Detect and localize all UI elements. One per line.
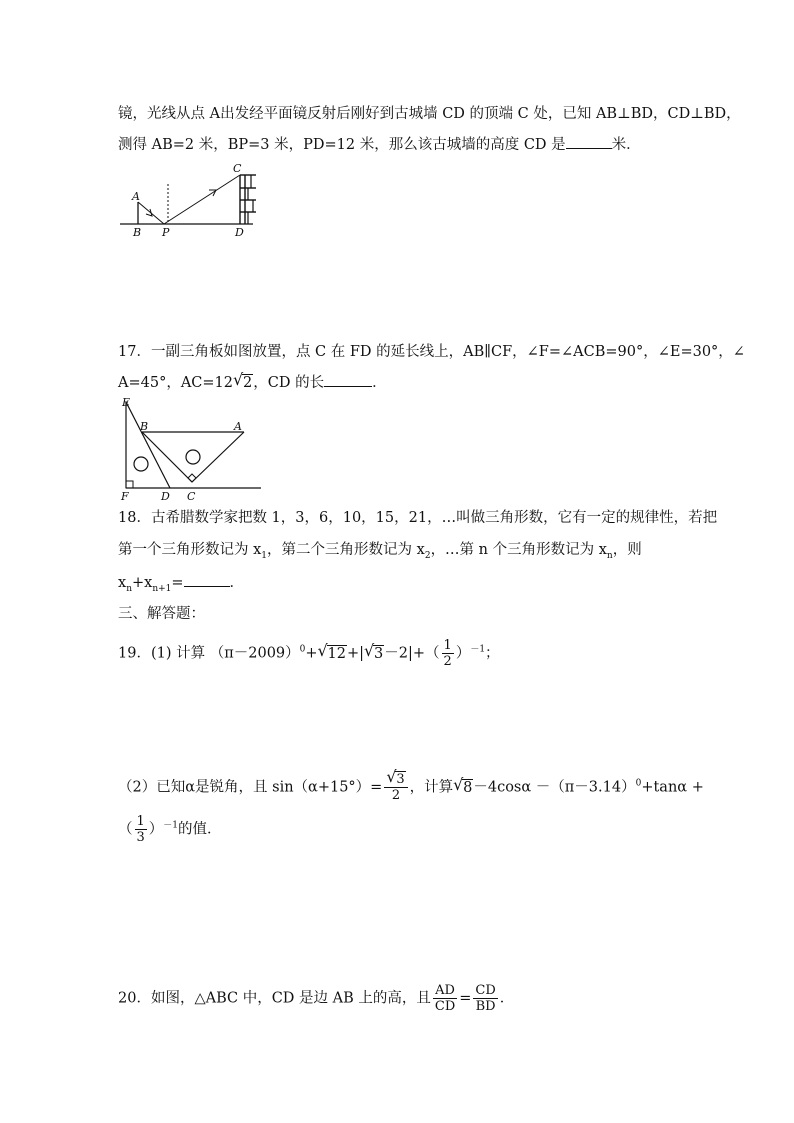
q19-text-e: ） — [455, 645, 471, 662]
q19-p2-paren-close: ） — [148, 821, 164, 838]
q18-x-sub-n1: n+1 — [152, 583, 172, 594]
q19-semicolon: ； — [485, 645, 500, 662]
q16-line2 — [118, 134, 641, 155]
q17-label-e: E — [122, 396, 131, 409]
q20-text-a: 20．如图，△ABC 中，CD 是边 AB 上的高，且 — [118, 990, 431, 1007]
q16-label-b: B — [133, 226, 142, 238]
q18-line1: 18．古希腊数学家把数 1，3，6，10，15，21，…叫做三角形数，它有一定的规律性，若把 — [118, 510, 718, 526]
q18-text-d: ，则 — [612, 542, 642, 558]
q17-label-c: C — [187, 490, 196, 502]
q16-label-c: C — [233, 162, 242, 175]
q16-unit: 米． — [611, 137, 641, 153]
q18-text-c: ，…第 n 个三角形数记为 x — [430, 542, 607, 558]
q19-text-a: 19．(1) 计算 （π－2009） — [118, 645, 300, 662]
q18-answer-blank — [184, 572, 230, 587]
q19-p2-text-d: +tanα + — [641, 779, 704, 796]
q19-sqrt-3: √ 3 — [364, 640, 384, 662]
q17-line1: 17．一副三角板如图放置，点 C 在 FD 的延长线上，AB∥CF，∠F=∠ACB=90°，∠E=30°，∠ — [118, 344, 745, 360]
q18-equals: = — [171, 575, 184, 591]
q17-text-c: ． — [372, 375, 387, 391]
q19-p2-fraction-root3-over-2: √ 3 2 — [384, 772, 407, 803]
q19-sup-neg1: －1 — [470, 644, 486, 655]
q18-plus-x: +x — [131, 575, 153, 591]
q20-period: ． — [499, 990, 515, 1007]
q16-label-a: A — [132, 190, 140, 203]
q18-line2 — [118, 540, 642, 566]
q20-equals: = — [459, 990, 472, 1007]
q19-p2-paren-open: （ — [118, 821, 133, 838]
q19-p2-text-b: ，计算 — [409, 779, 454, 796]
q18-text-b: ，第二个三角形数记为 x — [267, 542, 425, 558]
q19-text-d: －2|+（ — [384, 645, 440, 662]
q19-p2-sqrt-8: √ 8 — [453, 774, 473, 796]
q18-period: ． — [229, 575, 245, 591]
q19-p2-sup-neg1: －1 — [163, 820, 179, 831]
q19-plus: + — [305, 645, 318, 662]
q16-text: 测得 AB=2 米，BP=3 米，PD=12 米，那么该古城墙的高度 CD 是 — [118, 137, 566, 153]
q19-fraction-half: $\frac{1}{2}$ — [443, 638, 452, 669]
q19-sqrt-12: √ 12 — [317, 640, 346, 662]
q19-p2-text-c: －4cosα －（π－3.14） — [473, 779, 636, 796]
q19-text-c: +| — [346, 645, 365, 662]
q18-x-sub-n: n — [126, 583, 132, 594]
q16-answer-blank — [566, 134, 612, 149]
q19-p2-fraction-third: $\frac{1}{3}$ — [136, 814, 145, 845]
q20-fraction-ad-cd: $\frac{AD}{CD}$ — [434, 983, 456, 1014]
q20-fraction-cd-bd: $\frac{CD}{BD}$ — [475, 983, 496, 1014]
q17-line2 — [118, 372, 387, 393]
q17-text-a: A=45°，AC=12 — [118, 375, 233, 391]
q18-text-a: 第一个三角形数记为 x — [118, 542, 262, 558]
q18-x: x — [118, 575, 127, 591]
q19-sup-0: 0 — [299, 644, 306, 655]
q19-p2-text-end: 的值． — [178, 821, 222, 838]
q18-sub-2: 2 — [424, 550, 431, 561]
q18-sub-1: 1 — [261, 550, 268, 561]
q20-line — [118, 983, 514, 1014]
q17-sqrt: √ 2 — [233, 370, 253, 391]
q17-label-f: F — [121, 490, 129, 502]
q16-label-p: P — [162, 226, 170, 238]
q19-p2-text-a: （2）已知α是锐角，且 sin（α+15°）= — [118, 779, 383, 796]
q19-part1 — [118, 638, 500, 669]
q19-p2-sup-0: 0 — [635, 778, 642, 789]
q18-line3 — [118, 572, 244, 599]
q17-answer-blank — [324, 372, 372, 387]
q17-triangles-figure — [116, 394, 264, 502]
q17-text-b: ，CD 的长 — [253, 375, 325, 391]
q19-part2-line1 — [118, 767, 704, 803]
q17-label-b: B — [140, 420, 149, 433]
q16-mirror-figure — [118, 160, 268, 238]
q19-part2-line2 — [118, 814, 222, 845]
q17-label-a: A — [234, 420, 242, 433]
q18-sub-n: n — [606, 550, 613, 561]
q16-label-d: D — [235, 226, 244, 238]
q16-line1: 镜，光线从点 A出发经平面镜反射后刚好到古城墙 CD 的顶端 C 处，已知 AB⊥BD，CD⊥BD， — [118, 106, 741, 122]
q17-label-d: D — [161, 490, 170, 502]
section-heading: 三、解答题： — [118, 606, 205, 622]
